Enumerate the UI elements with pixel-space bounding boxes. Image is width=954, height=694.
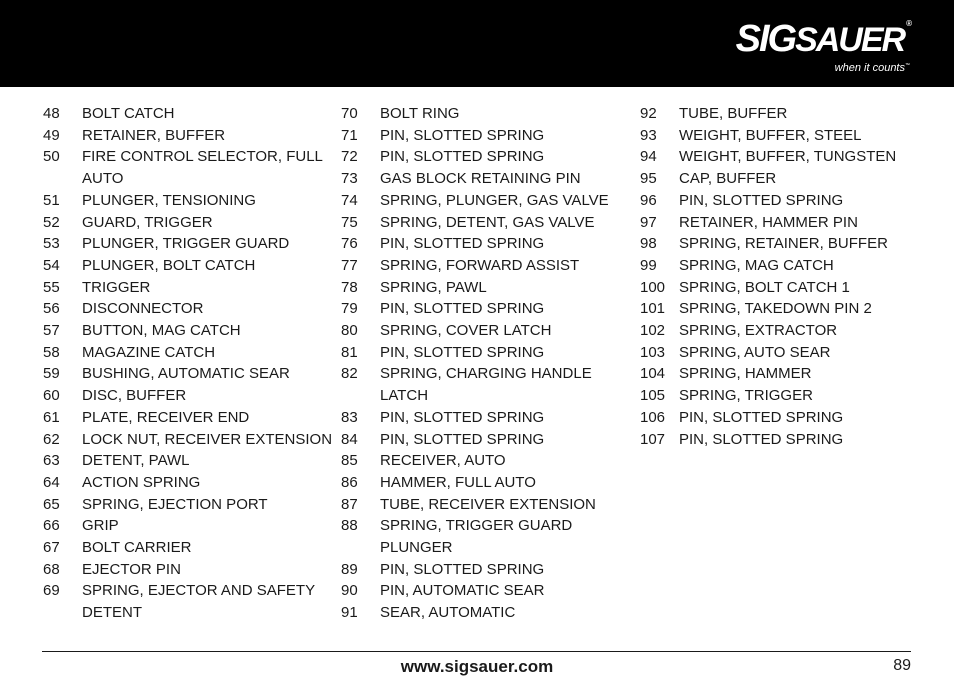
part-name: SEAR, AUTOMATIC bbox=[380, 604, 516, 622]
part-list-item bbox=[43, 233, 333, 255]
part-list-item bbox=[341, 602, 631, 624]
part-name: PIN, SLOTTED SPRING bbox=[380, 560, 545, 578]
part-number: 54 bbox=[43, 256, 60, 274]
part-list-item bbox=[341, 212, 631, 234]
part-number: 106 bbox=[640, 408, 666, 426]
parts-column-1 bbox=[43, 103, 333, 624]
part-number: 107 bbox=[640, 430, 666, 448]
part-name: PIN, SLOTTED SPRING bbox=[380, 343, 545, 361]
part-number: 51 bbox=[43, 191, 60, 209]
parts-column-3 bbox=[640, 103, 940, 450]
part-name: CAP, BUFFER bbox=[679, 170, 777, 188]
part-list-item bbox=[341, 103, 631, 125]
part-number: 67 bbox=[43, 539, 60, 557]
part-name: SPRING, HAMMER bbox=[679, 365, 812, 383]
part-number: 80 bbox=[341, 322, 358, 340]
part-name: TUBE, BUFFER bbox=[679, 105, 788, 122]
part-name: EJECTOR PIN bbox=[82, 560, 181, 578]
part-name: SPRING, PAWL bbox=[380, 278, 487, 296]
part-name: RETAINER, HAMMER PIN bbox=[679, 213, 858, 231]
website-url: www.sigsauer.com bbox=[400, 657, 554, 676]
part-name: BOLT CATCH bbox=[82, 105, 175, 122]
part-list-item bbox=[43, 125, 333, 147]
part-number: 86 bbox=[341, 473, 358, 491]
part-number: 56 bbox=[43, 300, 60, 318]
part-list-item bbox=[640, 255, 940, 277]
part-number: 82 bbox=[341, 365, 358, 383]
part-number: 88 bbox=[341, 517, 358, 535]
part-number: 98 bbox=[640, 235, 657, 253]
part-name: DISCONNECTOR bbox=[82, 300, 204, 318]
part-list-item bbox=[341, 146, 631, 168]
page-number: 89 bbox=[893, 657, 911, 674]
part-number: 59 bbox=[43, 365, 60, 383]
part-number: 73 bbox=[341, 170, 358, 188]
part-list-item bbox=[640, 146, 940, 168]
part-list-item bbox=[640, 385, 940, 407]
part-name: SPRING, FORWARD ASSIST bbox=[380, 256, 580, 274]
part-number: 49 bbox=[43, 126, 60, 144]
part-number: 85 bbox=[341, 452, 358, 470]
part-list-item bbox=[43, 320, 333, 342]
part-name: GAS BLOCK RETAINING PIN bbox=[380, 170, 581, 188]
part-name: LOCK NUT, RECEIVER EXTENSION bbox=[82, 430, 333, 448]
page-header bbox=[0, 0, 954, 87]
part-list-item bbox=[43, 407, 333, 429]
part-number: 84 bbox=[341, 430, 358, 448]
part-list-item bbox=[341, 342, 631, 364]
part-list-item bbox=[43, 146, 333, 189]
part-list-item bbox=[341, 515, 631, 558]
part-list-item bbox=[341, 472, 631, 494]
part-name: PLUNGER, TENSIONING bbox=[82, 191, 256, 209]
part-list-item bbox=[341, 407, 631, 429]
part-name: PIN, SLOTTED SPRING bbox=[380, 148, 545, 166]
part-name: SPRING, TAKEDOWN PIN 2 bbox=[679, 300, 872, 318]
parts-column-2 bbox=[341, 103, 631, 624]
footer-divider bbox=[42, 651, 911, 652]
part-name: BOLT RING bbox=[380, 105, 460, 122]
part-number: 61 bbox=[43, 408, 60, 426]
part-number: 99 bbox=[640, 256, 657, 274]
part-number: 105 bbox=[640, 387, 666, 405]
part-name: SPRING, RETAINER, BUFFER bbox=[679, 235, 888, 253]
part-list-item bbox=[341, 320, 631, 342]
trademark-mark: ™ bbox=[905, 62, 910, 69]
part-number: 76 bbox=[341, 235, 358, 253]
part-list-item bbox=[43, 580, 333, 623]
part-list-item bbox=[43, 255, 333, 277]
part-name: SPRING, TRIGGER GUARD PLUNGER bbox=[380, 517, 573, 557]
part-name: PIN, SLOTTED SPRING bbox=[380, 126, 545, 144]
logo-sauer-text: SAUER bbox=[795, 21, 905, 59]
part-list-item bbox=[341, 233, 631, 255]
part-list-item bbox=[341, 450, 631, 472]
part-name: TUBE, RECEIVER EXTENSION bbox=[380, 495, 596, 513]
part-list-item bbox=[640, 298, 940, 320]
part-name: SPRING, PLUNGER, GAS VALVE bbox=[380, 191, 609, 209]
part-name: BOLT CARRIER bbox=[82, 539, 192, 557]
part-name: SPRING, DETENT, GAS VALVE bbox=[380, 213, 595, 231]
part-list-item bbox=[341, 429, 631, 451]
part-number: 60 bbox=[43, 387, 60, 405]
part-number: 48 bbox=[43, 105, 60, 122]
part-list-item bbox=[640, 103, 940, 125]
part-list-item bbox=[640, 320, 940, 342]
part-list-item bbox=[43, 385, 333, 407]
part-name: ACTION SPRING bbox=[82, 473, 201, 491]
part-name: BUSHING, AUTOMATIC SEAR bbox=[82, 365, 290, 383]
part-name: PLUNGER, BOLT CATCH bbox=[82, 256, 256, 274]
part-list-item bbox=[341, 559, 631, 581]
part-name: GUARD, TRIGGER bbox=[82, 213, 213, 231]
part-name: DISC, BUFFER bbox=[82, 387, 187, 405]
logo-sig-text: SIG bbox=[735, 18, 796, 60]
part-list-item bbox=[43, 515, 333, 537]
part-number: 94 bbox=[640, 148, 657, 166]
part-number: 72 bbox=[341, 148, 358, 166]
part-list-item bbox=[43, 342, 333, 364]
part-list-item bbox=[341, 190, 631, 212]
part-list-item bbox=[43, 537, 333, 559]
part-list-item bbox=[43, 363, 333, 385]
part-list-item bbox=[640, 342, 940, 364]
part-list-item bbox=[43, 190, 333, 212]
part-list-item bbox=[43, 429, 333, 451]
part-name: PIN, SLOTTED SPRING bbox=[380, 300, 545, 318]
part-list-item bbox=[341, 168, 631, 190]
part-number: 96 bbox=[640, 191, 657, 209]
part-number: 77 bbox=[341, 256, 358, 274]
part-list-item bbox=[640, 212, 940, 234]
part-number: 101 bbox=[640, 300, 666, 318]
part-list-item bbox=[43, 277, 333, 299]
logo-tagline bbox=[835, 62, 910, 74]
part-number: 53 bbox=[43, 235, 60, 253]
part-name: PIN, SLOTTED SPRING bbox=[380, 235, 545, 253]
part-number: 63 bbox=[43, 452, 60, 470]
part-name: WEIGHT, BUFFER, STEEL bbox=[679, 126, 862, 144]
part-name: PIN, SLOTTED SPRING bbox=[679, 430, 844, 448]
part-number: 89 bbox=[341, 560, 358, 578]
part-number: 75 bbox=[341, 213, 358, 231]
part-list-item bbox=[43, 559, 333, 581]
part-list-item bbox=[341, 580, 631, 602]
part-name: WEIGHT, BUFFER, TUNGSTEN bbox=[679, 148, 897, 166]
part-list-item bbox=[640, 363, 940, 385]
part-list-item bbox=[341, 298, 631, 320]
part-number: 95 bbox=[640, 170, 657, 188]
part-name: SPRING, AUTO SEAR bbox=[679, 343, 831, 361]
part-list-item bbox=[640, 429, 940, 451]
part-number: 57 bbox=[43, 322, 60, 340]
part-number: 74 bbox=[341, 191, 358, 209]
part-number: 100 bbox=[640, 278, 666, 296]
part-number: 65 bbox=[43, 495, 60, 513]
part-list-item bbox=[43, 212, 333, 234]
part-number: 68 bbox=[43, 560, 60, 578]
part-name: PLUNGER, TRIGGER GUARD bbox=[82, 235, 290, 253]
part-list-item bbox=[640, 168, 940, 190]
part-list-item bbox=[43, 103, 333, 125]
part-number: 81 bbox=[341, 343, 358, 361]
part-name: SPRING, EJECTOR AND SAFETY DETENT bbox=[82, 582, 315, 622]
part-name: PIN, SLOTTED SPRING bbox=[380, 408, 545, 426]
part-number: 70 bbox=[341, 105, 358, 122]
part-name: HAMMER, FULL AUTO bbox=[380, 473, 536, 491]
part-number: 78 bbox=[341, 278, 358, 296]
part-name: BUTTON, MAG CATCH bbox=[82, 322, 241, 340]
part-name: SPRING, EXTRACTOR bbox=[679, 322, 838, 340]
part-name: SPRING, BOLT CATCH 1 bbox=[679, 278, 850, 296]
part-list-item bbox=[341, 277, 631, 299]
part-list-item bbox=[43, 494, 333, 516]
part-name: SPRING, MAG CATCH bbox=[679, 256, 834, 274]
part-number: 91 bbox=[341, 604, 358, 622]
part-number: 55 bbox=[43, 278, 60, 296]
part-number: 79 bbox=[341, 300, 358, 318]
part-number: 104 bbox=[640, 365, 666, 383]
sig-sauer-logo bbox=[735, 18, 912, 76]
part-list-item bbox=[341, 363, 631, 406]
part-list-item bbox=[640, 125, 940, 147]
part-name: DETENT, PAWL bbox=[82, 452, 190, 470]
part-number: 69 bbox=[43, 582, 60, 600]
part-number: 97 bbox=[640, 213, 657, 231]
part-name: FIRE CONTROL SELECTOR, FULL AUTO bbox=[82, 148, 323, 188]
part-name: GRIP bbox=[82, 517, 119, 535]
part-list-item bbox=[43, 450, 333, 472]
part-number: 66 bbox=[43, 517, 60, 535]
part-list-item bbox=[640, 233, 940, 255]
part-number: 102 bbox=[640, 322, 666, 340]
part-list-item bbox=[43, 472, 333, 494]
part-name: PIN, SLOTTED SPRING bbox=[679, 191, 844, 209]
part-number: 83 bbox=[341, 408, 358, 426]
part-number: 52 bbox=[43, 213, 60, 231]
part-name: SPRING, TRIGGER bbox=[679, 387, 813, 405]
part-number: 64 bbox=[43, 473, 60, 491]
part-number: 90 bbox=[341, 582, 358, 600]
part-name: TRIGGER bbox=[82, 278, 151, 296]
part-list-item bbox=[43, 298, 333, 320]
part-name: PIN, SLOTTED SPRING bbox=[380, 430, 545, 448]
part-number: 93 bbox=[640, 126, 657, 144]
part-number: 71 bbox=[341, 126, 358, 144]
part-name: PIN, AUTOMATIC SEAR bbox=[380, 582, 545, 600]
part-name: RETAINER, BUFFER bbox=[82, 126, 226, 144]
part-name: PIN, SLOTTED SPRING bbox=[679, 408, 844, 426]
logo-wordmark bbox=[736, 20, 912, 58]
part-list-item bbox=[640, 407, 940, 429]
part-number: 103 bbox=[640, 343, 666, 361]
part-number: 87 bbox=[341, 495, 358, 513]
part-number: 50 bbox=[43, 148, 60, 166]
part-list-item bbox=[341, 255, 631, 277]
part-number: 92 bbox=[640, 105, 657, 122]
registered-mark: ® bbox=[906, 19, 912, 28]
part-name: RECEIVER, AUTO bbox=[380, 452, 506, 470]
part-list-item bbox=[341, 494, 631, 516]
part-name: SPRING, COVER LATCH bbox=[380, 322, 552, 340]
part-list-item bbox=[341, 125, 631, 147]
logo-tagline-text: when it counts bbox=[834, 62, 905, 74]
part-name: SPRING, EJECTION PORT bbox=[82, 495, 268, 513]
part-name: PLATE, RECEIVER END bbox=[82, 408, 250, 426]
part-list-item bbox=[640, 190, 940, 212]
part-number: 62 bbox=[43, 430, 60, 448]
part-list-item bbox=[640, 277, 940, 299]
part-number: 58 bbox=[43, 343, 60, 361]
part-name: SPRING, CHARGING HANDLE LATCH bbox=[380, 365, 592, 405]
part-name: MAGAZINE CATCH bbox=[82, 343, 216, 361]
